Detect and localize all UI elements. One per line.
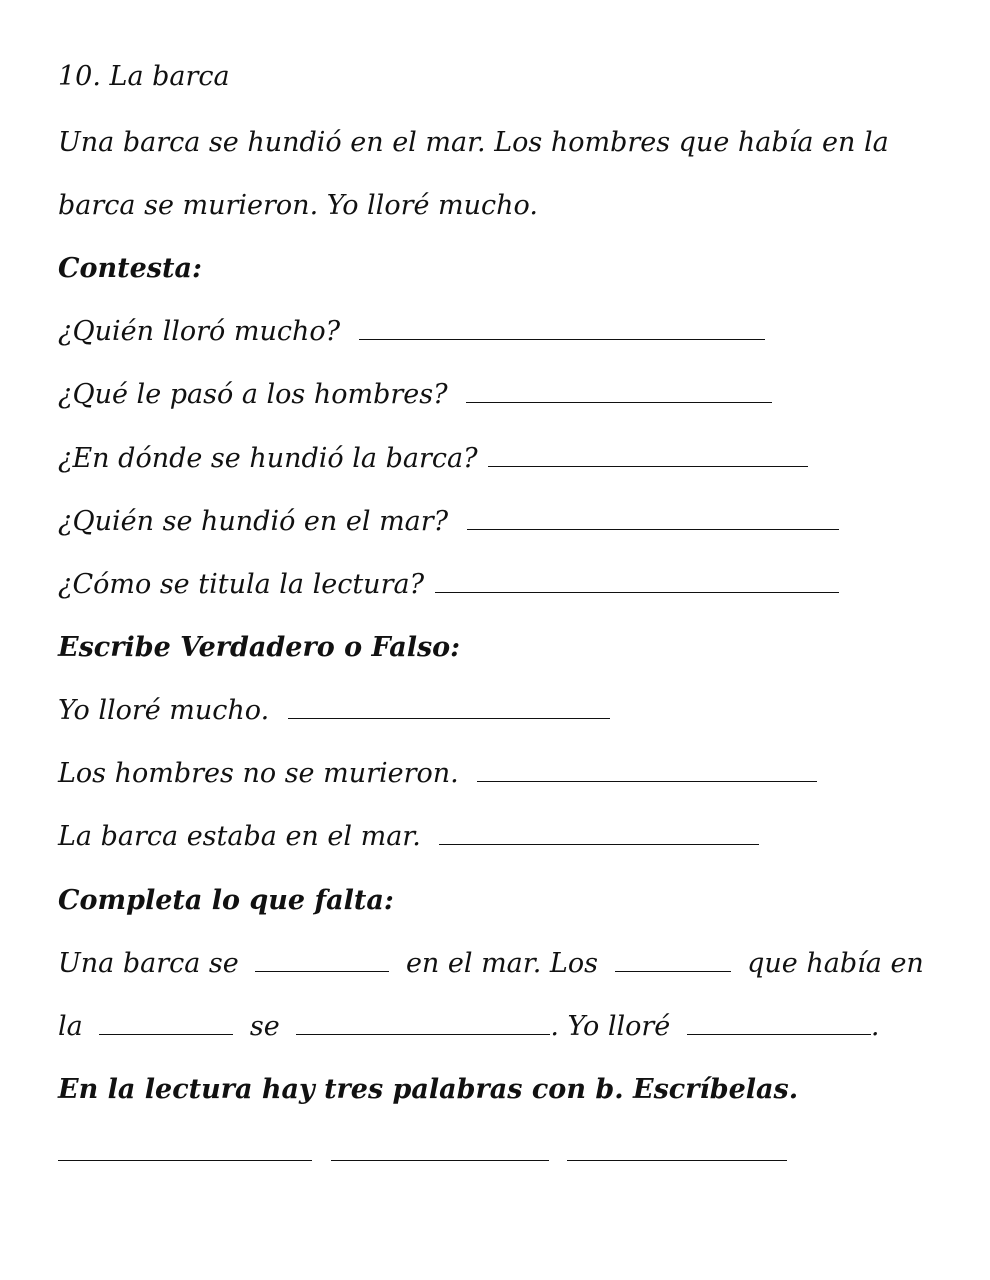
answer-blank[interactable] (288, 696, 610, 719)
fill-text: Una barca se (58, 948, 239, 979)
statement-1 (58, 694, 938, 728)
answer-blank[interactable] (466, 380, 772, 403)
word-blank-2[interactable] (331, 1138, 549, 1161)
question-text: ¿Cómo se titula la lectura? (58, 569, 425, 600)
completa-line-1 (58, 947, 938, 981)
statement-2 (58, 757, 938, 791)
completa-heading: Completa lo que falta: (58, 885, 394, 916)
answer-blank[interactable] (359, 317, 765, 340)
completa-line-2 (58, 1010, 938, 1044)
statement-text: La barca estaba en el mar. (58, 821, 421, 852)
question-4 (58, 505, 938, 539)
answer-blank[interactable] (477, 759, 817, 782)
word-blank-3[interactable] (567, 1138, 787, 1161)
fill-text: en el mar. Los (405, 948, 598, 979)
fill-blank[interactable] (99, 1012, 233, 1035)
question-5 (58, 568, 938, 602)
palabras-b-answers (58, 1136, 938, 1170)
fill-text: se (249, 1011, 280, 1042)
fill-blank[interactable] (687, 1012, 871, 1035)
answer-blank[interactable] (488, 444, 808, 467)
question-1 (58, 315, 938, 349)
fill-text: . (870, 1011, 880, 1042)
fill-blank[interactable] (615, 949, 731, 972)
palabras-b-heading: En la lectura hay tres palabras con b. Escríbelas. (58, 1074, 799, 1105)
question-3 (58, 442, 938, 476)
statement-text: Los hombres no se murieron. (58, 758, 459, 789)
question-text: ¿En dónde se hundió la barca? (58, 443, 478, 474)
fill-blank[interactable] (255, 949, 389, 972)
answer-blank[interactable] (467, 507, 839, 530)
question-2 (58, 378, 938, 412)
word-blank-1[interactable] (58, 1138, 312, 1161)
contesta-heading: Contesta: (58, 253, 202, 284)
fill-text: . Yo lloré (550, 1011, 671, 1042)
answer-blank[interactable] (435, 570, 839, 593)
statement-text: Yo lloré mucho. (58, 695, 270, 726)
fill-text: la (58, 1011, 83, 1042)
story-line-1: Una barca se hundió en el mar. Los hombres que había en la (58, 127, 889, 158)
question-text: ¿Quién se hundió en el mar? (58, 506, 449, 537)
question-text: ¿Qué le pasó a los hombres? (58, 379, 448, 410)
verdadero-falso-heading: Escribe Verdadero o Falso: (58, 632, 461, 663)
story-line-2: barca se murieron. Yo lloré mucho. (58, 190, 538, 221)
answer-blank[interactable] (439, 822, 759, 845)
question-text: ¿Quién lloró mucho? (58, 316, 341, 347)
statement-3 (58, 820, 938, 854)
fill-text: que había en (747, 948, 924, 979)
worksheet-title: 10. La barca (58, 61, 230, 92)
fill-blank[interactable] (296, 1012, 550, 1035)
